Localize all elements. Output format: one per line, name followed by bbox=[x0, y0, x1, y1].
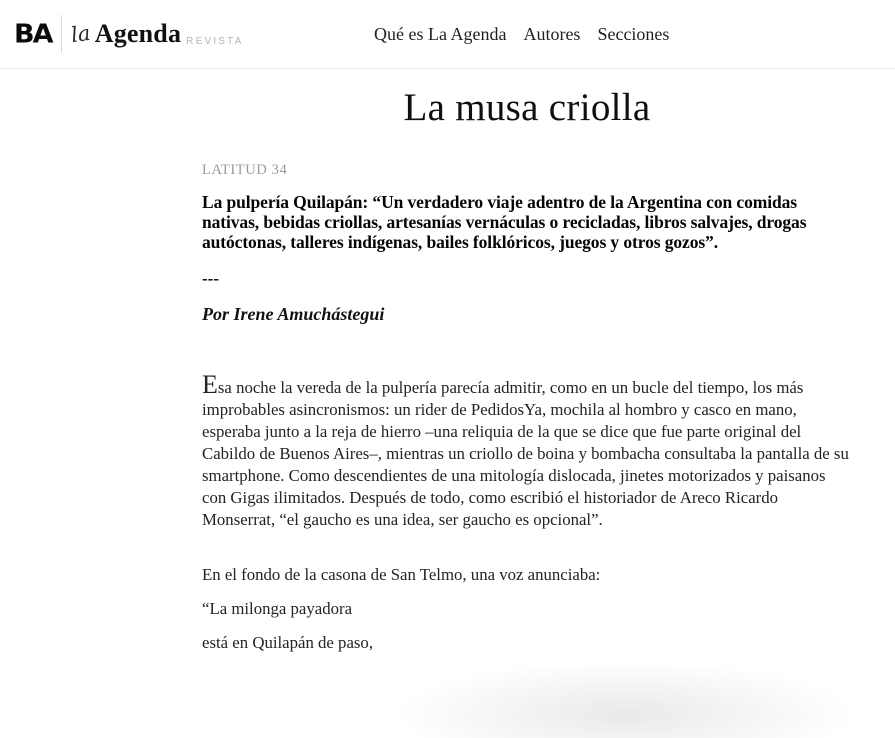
article-paragraph-2: En el fondo de la casona de San Telmo, una voz anunciaba: bbox=[202, 565, 601, 584]
verse-line-2: está en Quilapán de paso, bbox=[202, 633, 374, 652]
logo-la-script: la bbox=[69, 20, 93, 48]
site-header bbox=[0, 0, 895, 69]
main-nav bbox=[374, 0, 669, 69]
article-byline: Por Irene Amuchástegui bbox=[202, 304, 385, 324]
nav-item-que-es-la-agenda[interactable]: Qué es La Agenda bbox=[374, 24, 507, 44]
logo-agenda-wordmark: Agenda bbox=[94, 19, 182, 48]
verse-line-1: “La milonga payadora bbox=[202, 599, 353, 618]
paragraph-1-text: sa noche la vereda de la pulpería parecía admitir, como en un bucle del tiempo, los más improbables asincronismos: un rider de PedidosYa, mochila al hombro y casco en mano, esperaba junto a la reja de hierro –una reliquia de la que se dice que fue parte original del Cabildo de Buenos Aires–, mientras un criollo de boina y bombacha consultaba la pantalla de su smartphone. Como descendientes de una mitología dislocada, jinetes motorizados y paisanos con Gigas ilimitados. Después de todo, como escribió el historiador de Areco Ricardo Monserrat, “el gaucho es una idea, ser gaucho es opcional”. bbox=[202, 378, 849, 529]
logo-divider bbox=[61, 15, 62, 53]
article-lede: La pulpería Quilapán: “Un verdadero viaje adentro de la Argentina con comidas nativas, bebidas criollas, artesanías vernáculas o recicladas, libros salvajes, drogas autóctonas, talleres indígenas, bailes folklóricos, juegos y otros gozos”. bbox=[202, 192, 807, 252]
nav-item-secciones[interactable]: Secciones bbox=[597, 24, 670, 44]
article-paragraph-1 bbox=[202, 372, 852, 531]
article-title: La musa criolla bbox=[403, 86, 651, 129]
bottom-edge-shadow bbox=[385, 658, 865, 738]
site-logo[interactable] bbox=[0, 15, 244, 53]
ba-city-logo: BA bbox=[14, 19, 52, 49]
article-container bbox=[202, 85, 852, 654]
nav-item-autores[interactable]: Autores bbox=[523, 24, 581, 44]
logo-revista-label: REVISTA bbox=[186, 36, 244, 47]
article-category-label[interactable]: LATITUD 34 bbox=[202, 162, 288, 178]
initial-capital: E bbox=[202, 370, 218, 399]
lede-separator: --- bbox=[202, 269, 219, 288]
